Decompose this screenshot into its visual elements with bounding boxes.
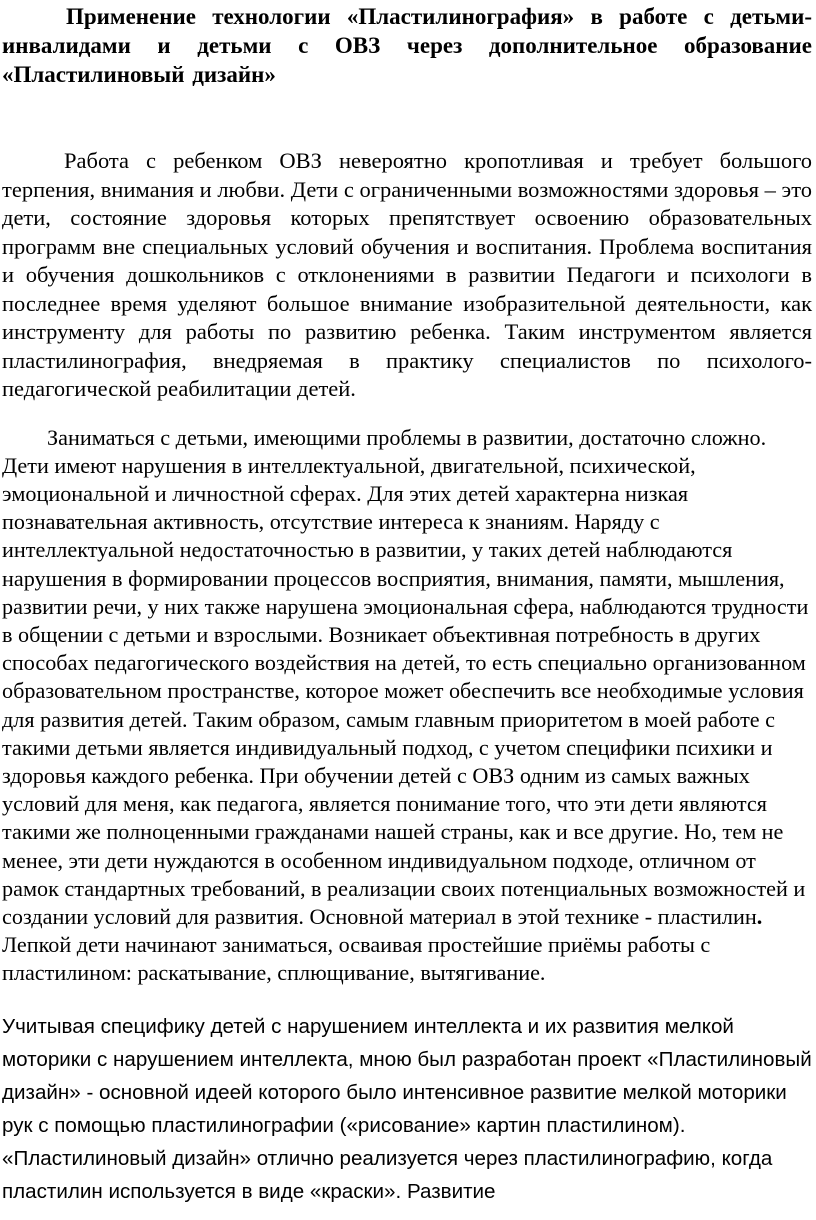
paragraph-plasticine-design-project: Учитывая специфику детей с нарушением интеллекта и их развития мелкой моторики с нарушением интеллекта, мною был разработан проект «Пластилиновый дизайн» - основной идеей которого было интенсивное развитие мелкой моторики рук с помощью пластилинографии («рисование» картин пластилином). «Пластилиновый дизайн» отлично реализуется через пластилинографию, когда пластилин используется в виде «краски». Развитие — [2, 1014, 812, 1203]
paragraph-development-problems — [2, 424, 812, 988]
paragraph-bold-period: . — [756, 903, 763, 929]
paragraph-development-problems-text: Заниматься с детьми, имеющими проблемы в развитии, достаточно сложно. Дети имеют нарушения в интеллектуальной, двигательной, психической, эмоциональной и личностной сферах. Для этих детей характерна низкая познавательная активность, отсутствие интереса к знаниям. Наряду с интеллектуальной недостаточностью в развитии, у таких детей наблюдаются нарушения в формировании процессов восприятия, внимания, памяти, мышления, развитии речи, у них также нарушена эмоциональная сфера, наблюдаются трудности в общении с детьми и взрослыми. Возникает объективная потребность в других способах педагогического воздействия на детей, то есть специально организованном образовательном пространстве, которое может обеспечить все необходимые условия для развития детей. Таким образом, самым главным приоритетом в моей работе с такими детьми является индивидуальный подход, с учетом специфики психики и здоровья каждого ребенка. При обучении детей с ОВЗ одним из самых важных условий для меня, как педагога, является понимание того, что эти дети являются такими же полноценными гражданами нашей страны, как и все другие. Но, тем не менее, эти дети нуждаются в особенном индивидуальном подходе, отличном от рамок стандартных требований, в реализации своих потенциальных возможностей и создании условий для развития. Основной материал в этой технике - пластилин — [2, 424, 809, 929]
document-title: Применение технологии «Пластилинография» в работе с детьми-инвалидами и детьми с ОВЗ через дополнительное образование «Пластилиновый дизайн» — [2, 4, 812, 87]
paragraph-work-with-ovz-child: Работа с ребенком ОВЗ невероятно кропотливая и требует большого терпения, внимания и любви. Дети с ограниченными возможностями здоровья – это дети, состояние здоровья которых препятствует освоению образовательных программ вне специальных условий обучения и воспитания. Проблема воспитания и обучения дошкольников с отклонениями в развитии Педагоги и психологи в последнее время уделяют большое внимание изобразительной деятельности, как инструменту для работы по развитию ребенка. Таким инструментом является пластилинография, внедряемая в практику специалистов по психолого-педагогической реабилитации детей. — [2, 148, 812, 401]
paragraph-development-problems-end: Лепкой дети начинают заниматься, осваивая простейшие приёмы работы с пластилином: раскатывание, сплющивание, вытягивание. — [2, 932, 711, 986]
